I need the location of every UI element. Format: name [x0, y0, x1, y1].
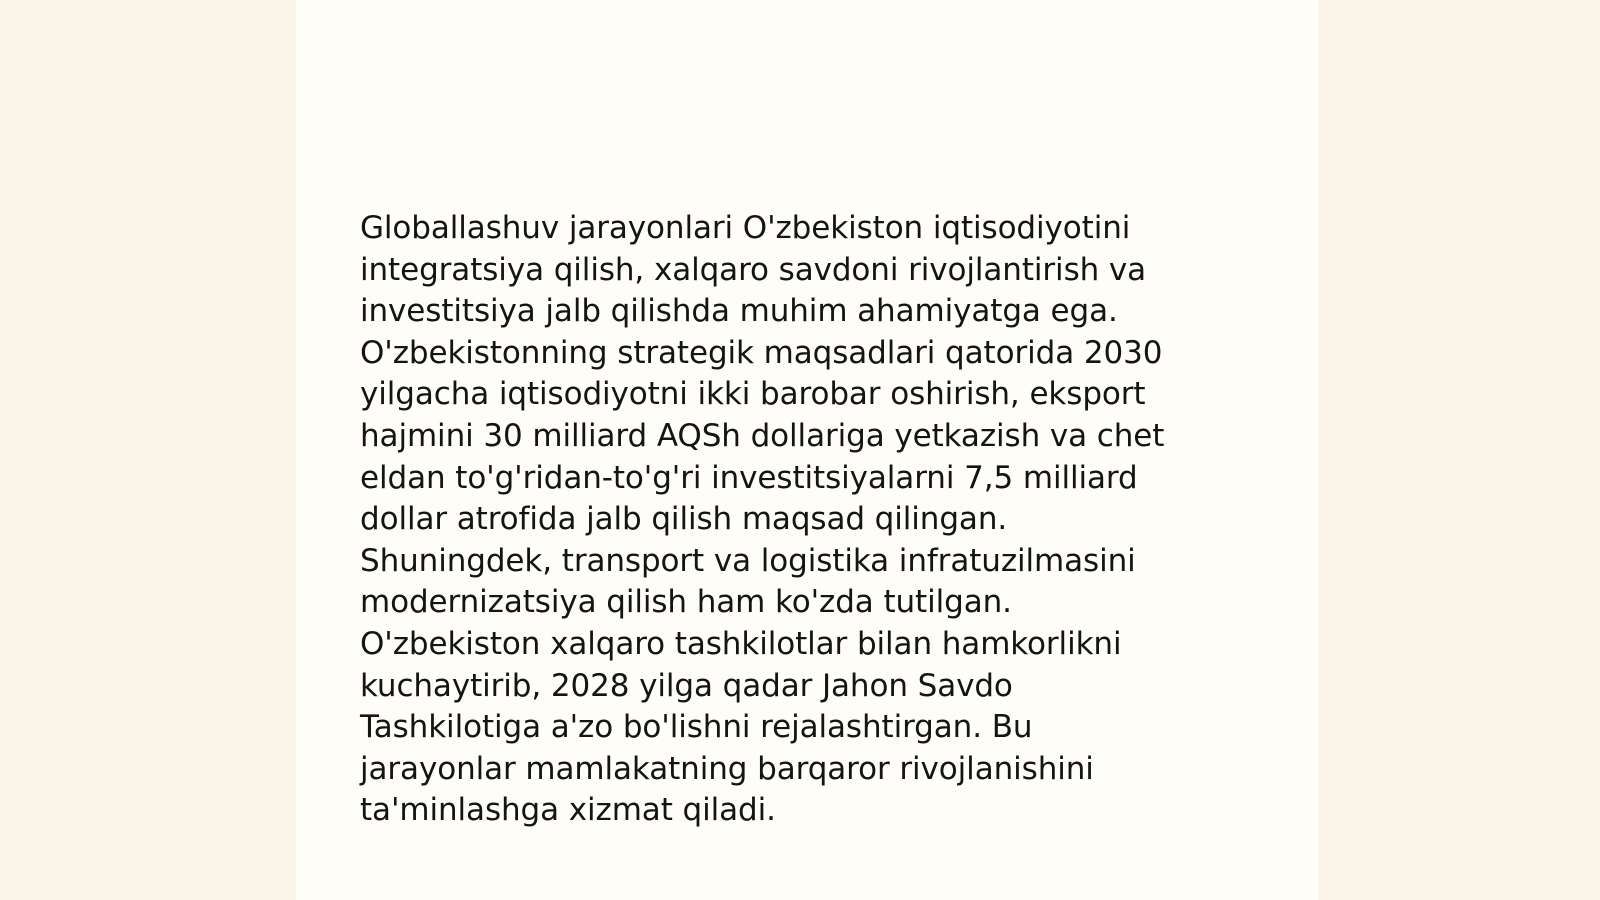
- text-line: jarayonlar mamlakatning barqaror rivojlanishini: [360, 750, 1094, 787]
- text-line: Tashkilotiga a'zo bo'lishni rejalashtirgan. Bu: [360, 709, 1033, 746]
- text-line: Globallashuv jarayonlari O'zbekiston iqtisodiyotini: [360, 210, 1131, 246]
- document-page: [296, 0, 1318, 900]
- text-line: O'zbekistonning strategik maqsadlari qatorida 2030: [360, 334, 1163, 371]
- text-line: ta'minlashga xizmat qiladi.: [360, 792, 776, 829]
- text-line: dollar atrofida jalb qilish maqsad qilingan.: [360, 501, 1008, 538]
- text-line: hajmini 30 milliard AQSh dollariga yetkazish va chet: [360, 417, 1165, 454]
- text-line: O'zbekiston xalqaro tashkilotlar bilan hamkorlikni: [360, 625, 1122, 662]
- text-line: Shuningdek, transport va logistika infratuzilmasini: [360, 542, 1136, 579]
- text-line: kuchaytirib, 2028 yilga qadar Jahon Savdo: [360, 667, 1013, 704]
- text-line: yilgacha iqtisodiyotni ikki barobar oshirish, eksport: [360, 376, 1146, 413]
- text-line: modernizatsiya qilish ham ko'zda tutilgan.: [360, 584, 1012, 621]
- text-line: eldan to'g'ridan-to'g'ri investitsiyalarni 7,5 milliard: [360, 459, 1138, 496]
- text-line: investitsiya jalb qilishda muhim ahamiyatga ega.: [360, 293, 1118, 330]
- text-line: integratsiya qilish, xalqaro savdoni rivojlantirish va: [360, 251, 1147, 288]
- body-text: [360, 208, 1260, 832]
